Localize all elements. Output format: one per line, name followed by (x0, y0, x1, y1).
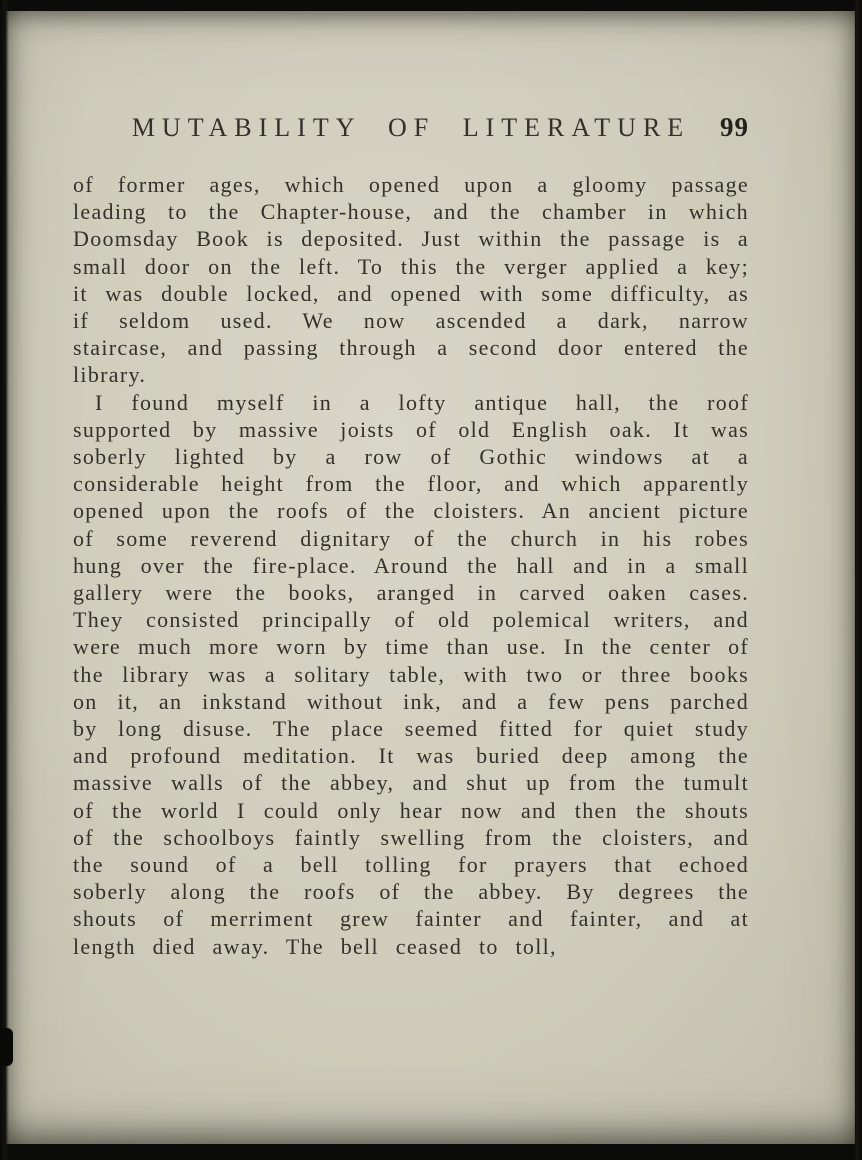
body-paragraph: I found myself in a lofty antique hall, the roof supported by massive joists of old English oak. It was soberly lighted by a row of Gothic windows at a considerable height from the floor, and which apparently opened upon the roofs of the cloisters. An ancient picture of some reverend dignitary of the church in his robes hung over the fire-place. Around the hall and in a small gallery were the books, aranged in carved oaken cases. They consisted principally of old polemical writers, and were much more worn by time than use. In the center of the library was a solitary table, with two or three books on it, an inkstand without ink, and a few pens parched by long disuse. The place seemed fitted for quiet study and profound meditation. It was buried deep among the massive walls of the abbey, and shut up from the tumult of the world I could only hear now and then the shouts of the schoolboys faintly swelling from the cloisters, and the sound of a bell tolling for prayers that echoed soberly along the roofs of the abbey. By degrees the shouts of merriment grew fainter and fainter, and at length died away. The bell ceased to toll, (73, 389, 749, 959)
scan-edge-right (854, 0, 862, 1160)
running-head (73, 113, 749, 149)
body-paragraph: of former ages, which opened upon a gloomy passage leading to the Chapter-house, and the chamber in which Doomsday Book is deposited. Just within the passage is a small door on the left. To this the verger applied a key; it was double locked, and opened with some difficulty, as if seldom used. We now ascended a dark, narrow staircase, and passing through a second door entered the library. (73, 172, 749, 388)
scan-left-notch (0, 1028, 13, 1066)
scan-edge-left (0, 0, 9, 1160)
page-body (73, 171, 749, 960)
running-head-title: MUTABILITY OF LITERATURE (131, 113, 691, 142)
book-page-paper (6, 11, 855, 1144)
page-number: 99 (720, 112, 749, 142)
